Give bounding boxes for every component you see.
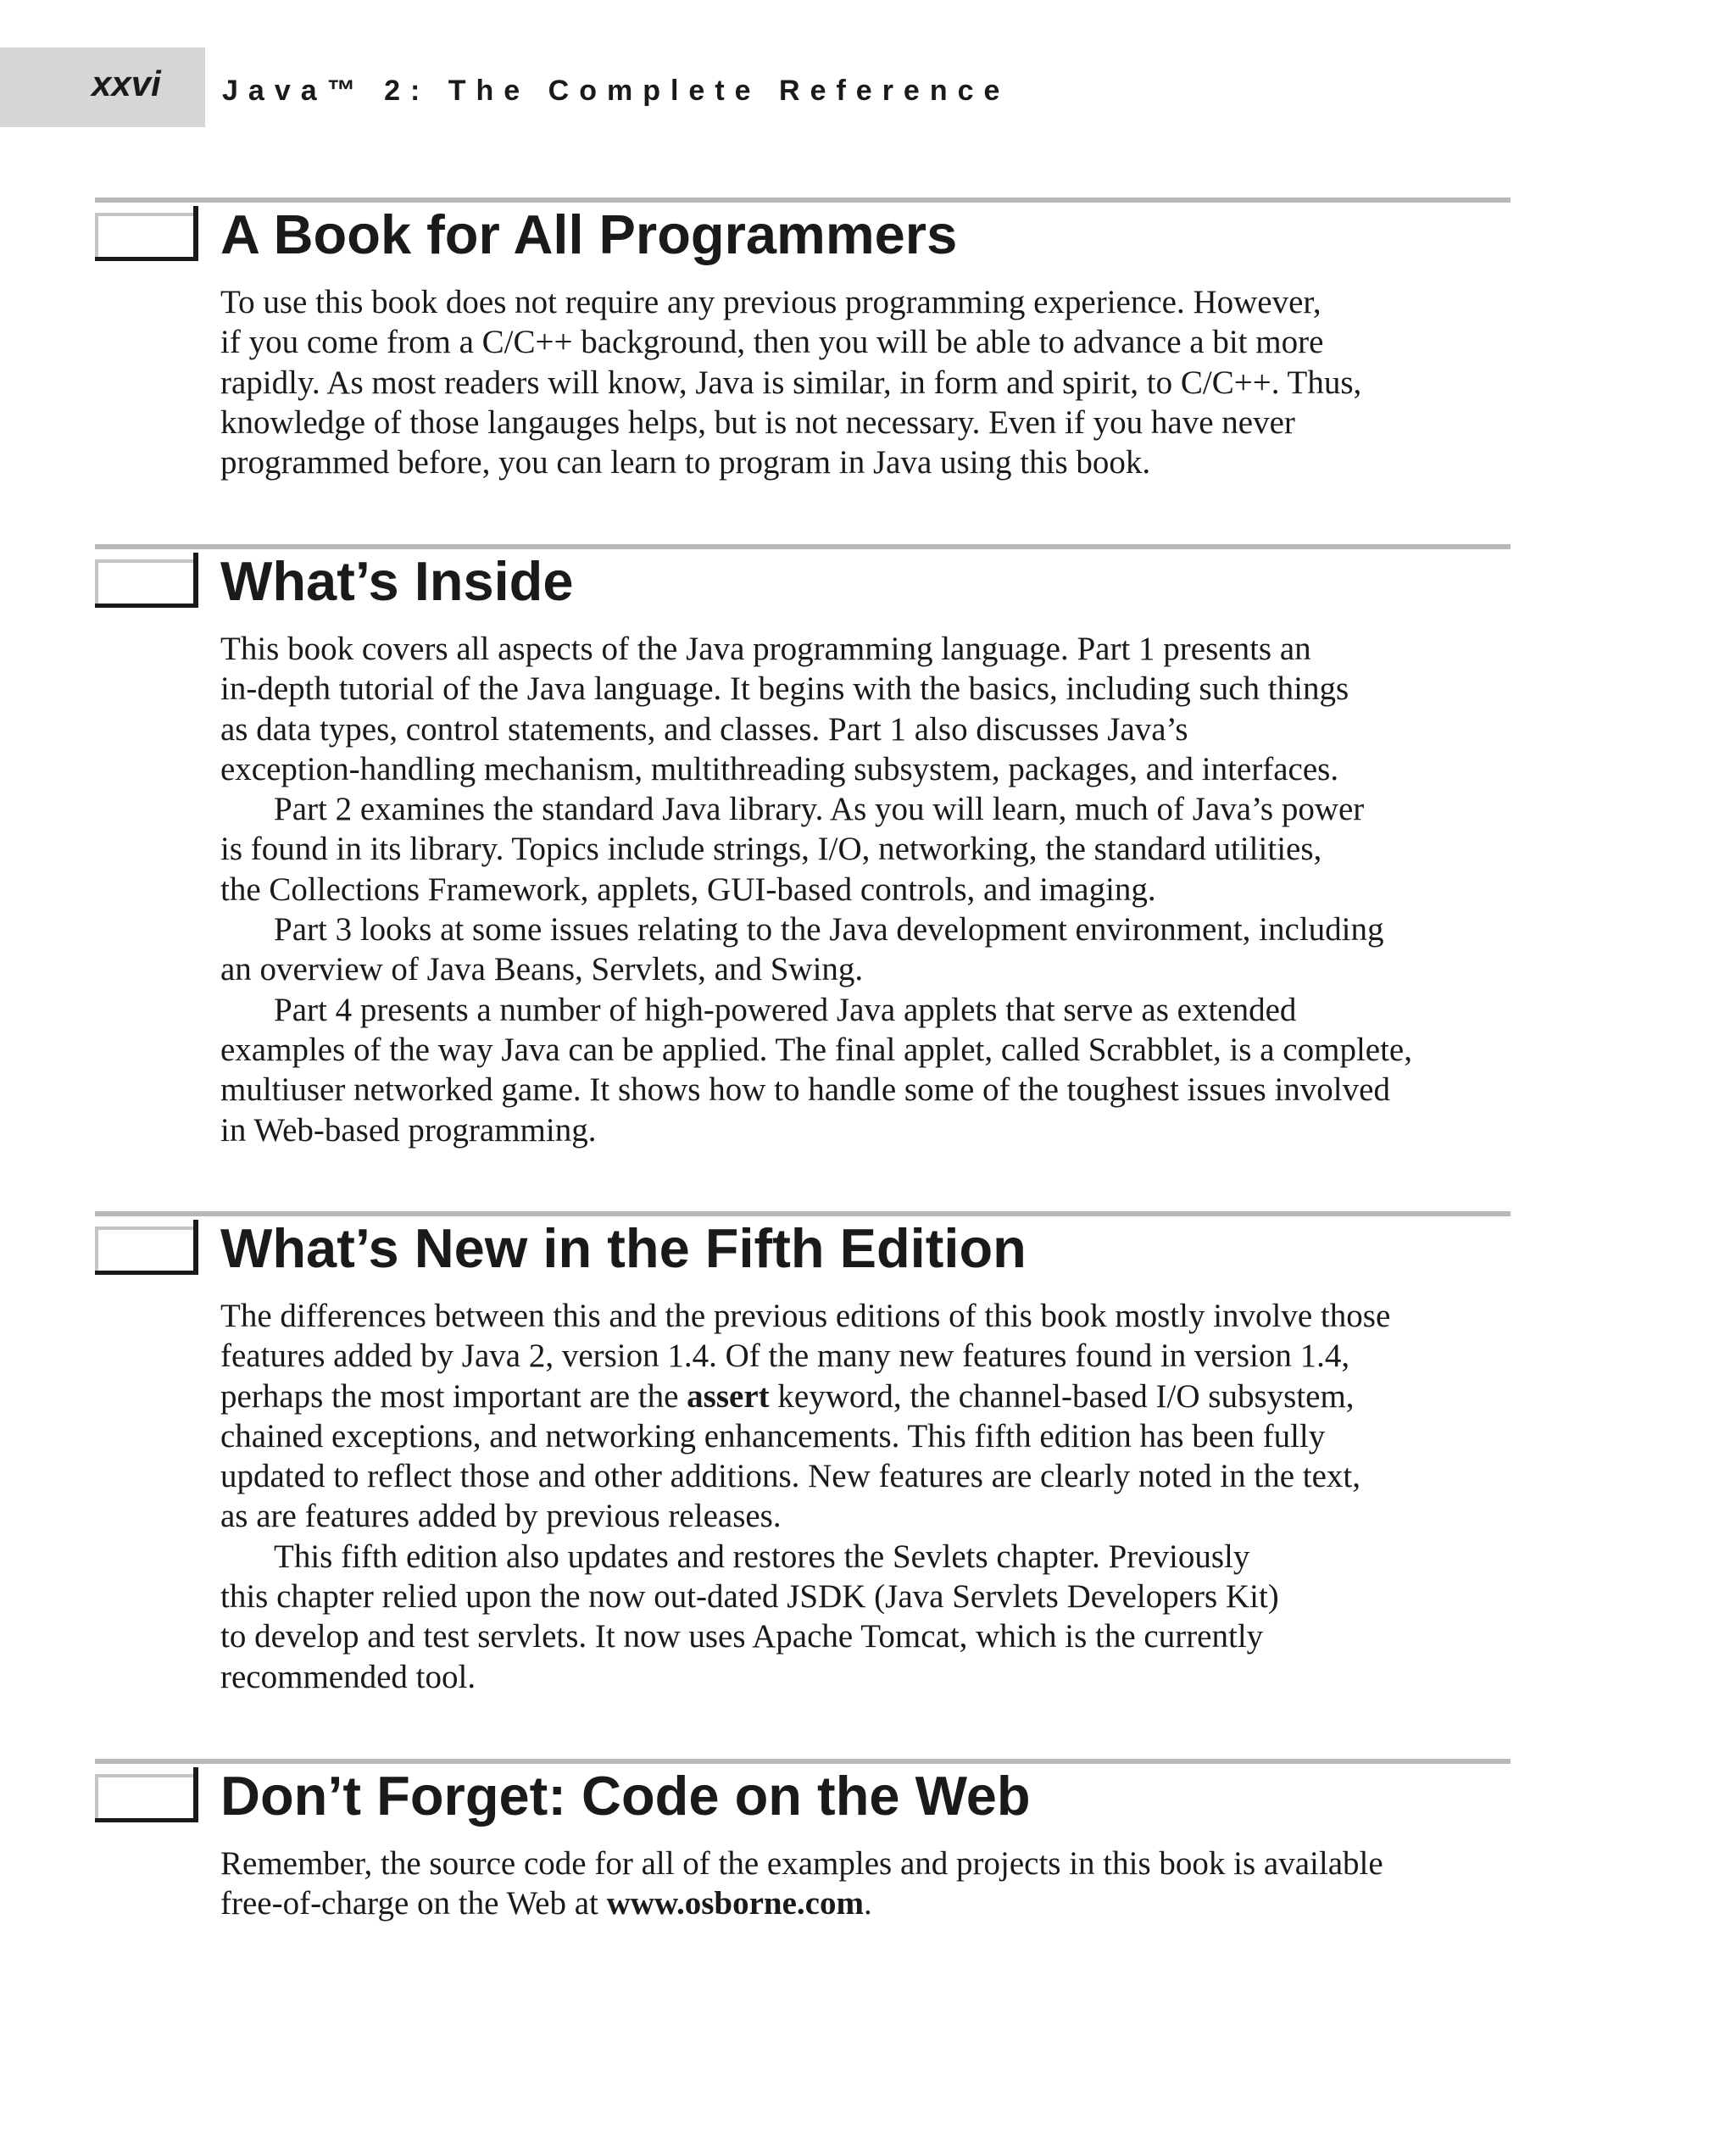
section-body	[220, 282, 1526, 482]
assert-keyword: assert	[687, 1377, 770, 1415]
text-line: Remember, the source code for all of the examples and projects in this book is available	[220, 1845, 1383, 1882]
section-marker	[95, 1227, 193, 1230]
section-heading: A Book for All Programmers	[220, 203, 958, 265]
text-line: This book covers all aspects of the Java programming language. Part 1 presents an	[220, 631, 1311, 667]
section-rule	[95, 1211, 1511, 1216]
text-line: chained exceptions, and networking enhancements. This fifth edition has been fully	[220, 1417, 1326, 1455]
text-line: programmed before, you can learn to program in Java using this book.	[220, 444, 1151, 481]
section-body	[220, 1844, 1526, 1924]
running-head: Java™ 2: The Complete Reference	[222, 75, 1010, 107]
text-line: an overview of Java Beans, Servlets, and Swing.	[220, 951, 864, 988]
section-marker	[95, 1774, 193, 1777]
text-line: as are features added by previous releases.	[220, 1498, 782, 1535]
text-line: Part 4 presents a number of high-powered Java applets that serve as extended	[274, 991, 1297, 1028]
text-line: To use this book does not require any previous programming experience. However,	[220, 284, 1321, 320]
section-heading: What’s Inside	[220, 550, 574, 612]
text-line: Part 3 looks at some issues relating to the Java development environment, including	[274, 911, 1384, 948]
section-rule	[95, 1759, 1511, 1764]
section-heading: What’s New in the Fifth Edition	[220, 1217, 1027, 1279]
page-number: xxvi	[92, 64, 161, 103]
section-body	[220, 629, 1526, 1150]
section-rule	[95, 544, 1511, 549]
text-line: is found in its library. Topics include strings, I/O, networking, the standard utilities,	[220, 831, 1322, 868]
section-heading: Don’t Forget: Code on the Web	[220, 1765, 1031, 1827]
text-line: to develop and test servlets. It now uses Apache Tomcat, which is the currently	[220, 1618, 1264, 1655]
text-line: perhaps the most important are the assert keyword, the channel-based I/O subsystem,	[220, 1377, 1355, 1415]
section-rule	[95, 197, 1511, 203]
text-line: in-depth tutorial of the Java language. It begins with the basics, including such things	[220, 670, 1349, 708]
text-line: if you come from a C/C++ background, then you will be able to advance a bit more	[220, 324, 1324, 361]
section-body	[220, 1296, 1526, 1697]
section-marker	[95, 559, 193, 563]
text-line: this chapter relied upon the now out-dated JSDK (Java Servlets Developers Kit)	[220, 1578, 1279, 1616]
text-line: multiuser networked game. It shows how to handle some of the toughest issues involved	[220, 1071, 1390, 1109]
text-line: The differences between this and the previous editions of this book mostly involve those	[220, 1298, 1391, 1334]
text-line: features added by Java 2, version 1.4. Of the many new features found in version 1.4,	[220, 1338, 1350, 1375]
website-url: www.osborne.com	[606, 1885, 864, 1922]
text-line: in Web-based programming.	[220, 1111, 597, 1149]
text-line: updated to reflect those and other additions. New features are clearly noted in the text,	[220, 1458, 1360, 1495]
text-line: knowledge of those langauges helps, but is not necessary. Even if you have never	[220, 403, 1295, 441]
text-line: as data types, control statements, and classes. Part 1 also discusses Java’s	[220, 710, 1188, 748]
text-line: recommended tool.	[220, 1658, 476, 1695]
text-line: This fifth edition also updates and restores the Sevlets chapter. Previously	[274, 1538, 1250, 1575]
text-line: free-of-charge on the Web at www.osborne.com.	[220, 1885, 872, 1922]
section-marker	[95, 213, 193, 216]
text-line: the Collections Framework, applets, GUI-based controls, and imaging.	[220, 871, 1156, 908]
text-line: Part 2 examines the standard Java library. As you will learn, much of Java’s power	[274, 791, 1365, 828]
text-line: exception-handling mechanism, multithreading subsystem, packages, and interfaces.	[220, 750, 1339, 787]
text-line: examples of the way Java can be applied. The final applet, called Scrabblet, is a complete,	[220, 1031, 1412, 1068]
text-line: rapidly. As most readers will know, Java is similar, in form and spirit, to C/C++. Thus,	[220, 364, 1362, 401]
